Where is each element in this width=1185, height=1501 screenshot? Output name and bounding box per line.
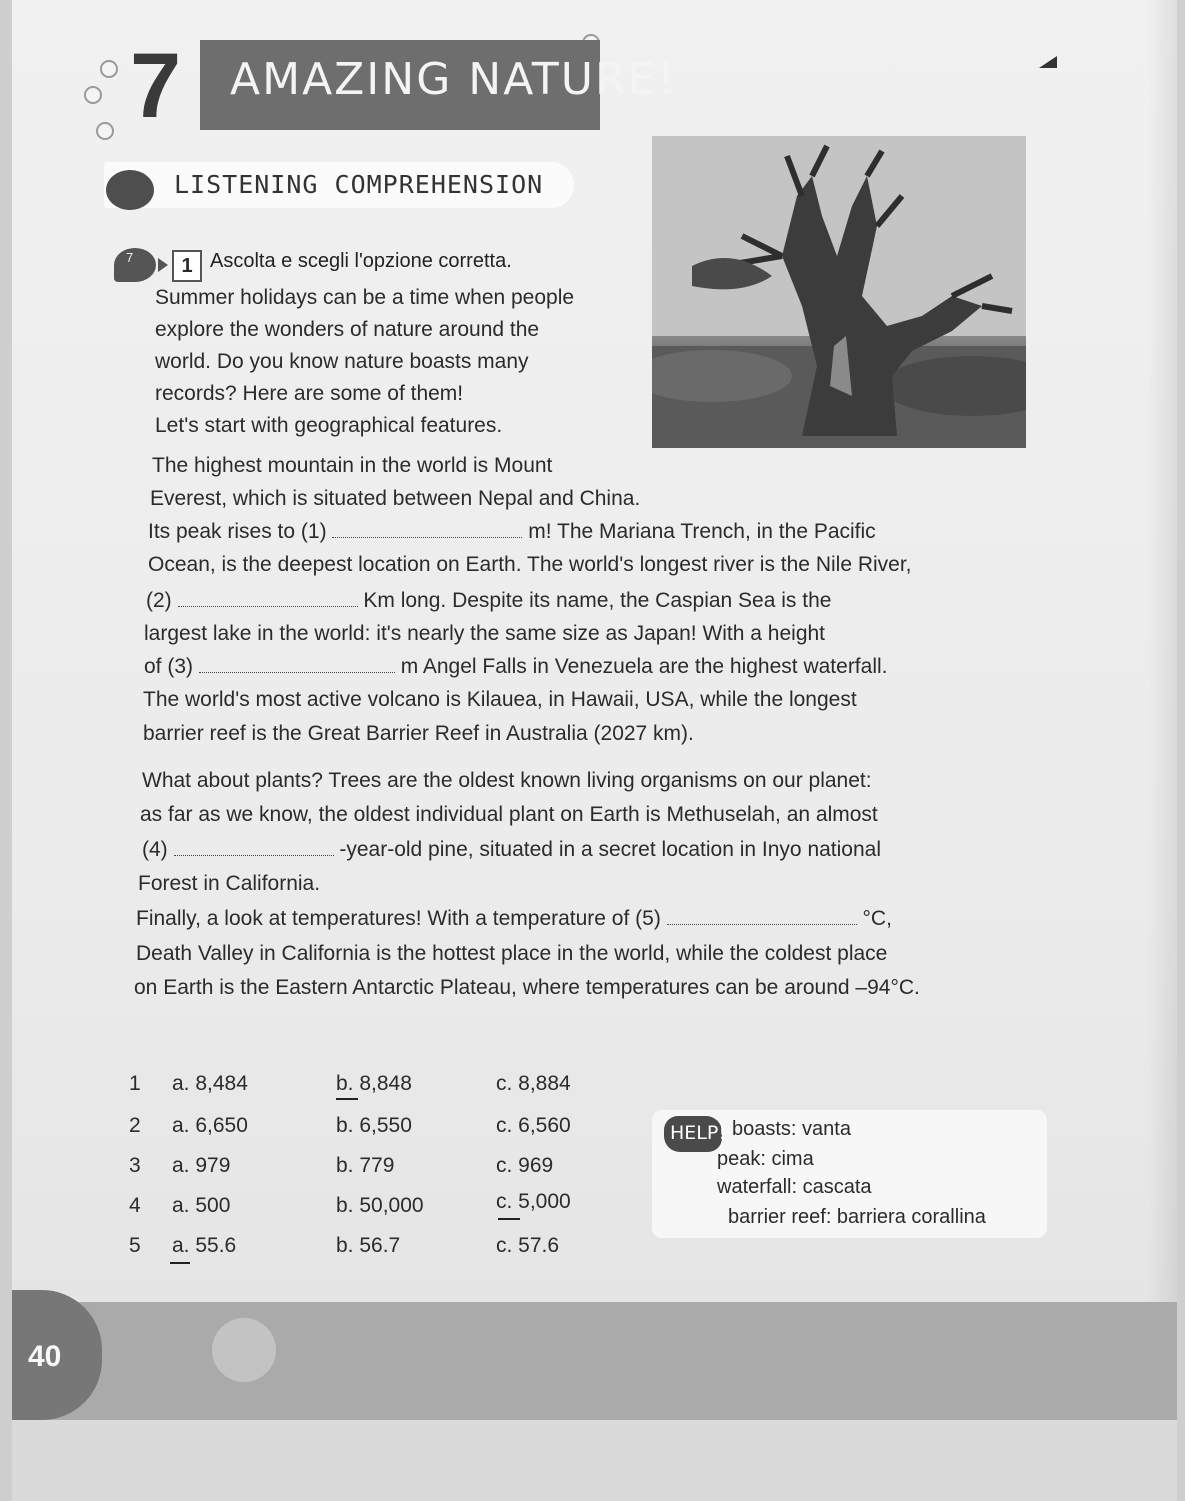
option-c[interactable]: c. 6,560 — [496, 1114, 571, 1137]
unit-number: 7 — [130, 35, 182, 137]
text-line: Death Valley in California is the hottest place in the world, while the coldest place — [136, 942, 888, 965]
help-badge-label: HELP! — [670, 1122, 726, 1144]
text-fragment: (4) — [142, 838, 168, 861]
text-fragment: Finally, a look at temperatures! With a temperature of (5) — [136, 907, 661, 930]
option-a[interactable]: a. 979 — [172, 1154, 231, 1177]
option-c[interactable]: c. 5,000 — [496, 1190, 571, 1213]
text-line: Everest, which is situated between Nepal and China. — [150, 487, 641, 510]
option-b[interactable]: b. 56.7 — [336, 1234, 401, 1257]
option-number: 5 — [129, 1234, 141, 1257]
blank-4-field[interactable] — [174, 855, 334, 856]
exercise-instruction: Ascolta e scegli l'opzione corretta. — [210, 250, 512, 272]
text-fragment: Km long. Despite its name, the Caspian Sea is the — [363, 589, 832, 612]
text-line — [136, 907, 892, 931]
option-a[interactable]: a. 6,650 — [172, 1114, 248, 1137]
section-title: LISTENING COMPREHENSION — [174, 170, 544, 199]
help-badge — [664, 1116, 726, 1152]
glossary-entry: boasts: vanta — [732, 1118, 851, 1140]
text-fragment: m Angel Falls in Venezuela are the highest waterfall. — [400, 655, 888, 678]
text-fragment: -year-old pine, situated in a secret location in Inyo national — [339, 838, 882, 861]
answer-underline — [336, 1098, 358, 1100]
audio-track-icon — [114, 248, 156, 282]
workbook-page — [12, 0, 1177, 1501]
text-line — [148, 520, 876, 544]
page-number: 40 — [28, 1340, 62, 1373]
text-line: Summer holidays can be a time when people — [155, 286, 575, 309]
option-number: 1 — [129, 1072, 141, 1095]
text-fragment: Its peak rises to (1) — [148, 520, 327, 543]
text-line: Ocean, is the deepest location on Earth. The world's longest river is the Nile River, — [148, 553, 912, 576]
table-surface — [12, 1420, 1177, 1501]
text-line: The highest mountain in the world is Mount — [152, 454, 553, 477]
blank-2-field[interactable] — [178, 606, 358, 607]
option-c[interactable]: c. 969 — [496, 1154, 554, 1177]
text-line: explore the wonders of nature around the — [155, 318, 540, 341]
option-number: 2 — [129, 1114, 141, 1137]
text-line: The world's most active volcano is Kilauea, in Hawaii, USA, while the longest — [143, 688, 857, 711]
option-number: 3 — [129, 1154, 141, 1177]
text-line: Forest in California. — [138, 872, 321, 895]
text-line: as far as we know, the oldest individual plant on Earth is Methuselah, an almost — [140, 803, 878, 826]
option-number: 4 — [129, 1194, 141, 1217]
answer-underline — [170, 1262, 190, 1264]
unit-title: AMAZING NATURE! — [230, 54, 677, 105]
play-icon — [158, 258, 168, 272]
text-line: What about plants? Trees are the oldest known living organisms on our planet: — [142, 769, 872, 792]
glossary-entry: peak: cima — [717, 1148, 814, 1170]
text-line: Let's start with geographical features. — [155, 414, 503, 437]
option-c[interactable]: c. 57.6 — [496, 1234, 560, 1257]
option-b[interactable]: b. 6,550 — [336, 1114, 412, 1137]
answer-underline — [498, 1218, 520, 1220]
text-fragment: m! The Mariana Trench, in the Pacific — [528, 520, 876, 543]
text-line — [144, 655, 888, 679]
option-c[interactable]: c. 8,884 — [496, 1072, 571, 1095]
corner-marker — [1039, 56, 1057, 68]
footer-circle-decoration — [212, 1318, 276, 1382]
option-a[interactable]: a. 8,484 — [172, 1072, 248, 1095]
track-number: 7 — [126, 250, 134, 265]
text-line — [142, 838, 881, 862]
option-b[interactable]: b. 8,848 — [336, 1072, 412, 1095]
blank-1-field[interactable] — [332, 537, 522, 538]
binder-ring — [84, 86, 102, 104]
bristlecone-pine-illustration — [652, 136, 1026, 448]
blank-5-field[interactable] — [667, 924, 857, 925]
text-fragment: of (3) — [144, 655, 194, 678]
footer-band — [12, 1302, 1177, 1420]
glossary-entry: waterfall: cascata — [717, 1176, 872, 1198]
text-line: largest lake in the world: it's nearly the same size as Japan! With a height — [144, 622, 826, 645]
text-fragment: (2) — [146, 589, 172, 612]
option-b[interactable]: b. 779 — [336, 1154, 395, 1177]
binder-ring — [100, 60, 118, 78]
tree-photo — [652, 136, 1026, 448]
page-edge-shadow — [1147, 0, 1177, 1501]
text-fragment: °C, — [862, 907, 892, 930]
text-line: world. Do you know nature boasts many — [155, 350, 529, 373]
option-a[interactable]: a. 500 — [172, 1194, 231, 1217]
blank-3-field[interactable] — [199, 672, 395, 673]
text-line — [146, 589, 831, 613]
exercise-number: 1 — [172, 250, 202, 282]
binder-ring — [96, 122, 114, 140]
text-line: on Earth is the Eastern Antarctic Plateau, where temperatures can be around –94°C. — [134, 976, 920, 999]
option-a[interactable]: a. 55.6 — [172, 1234, 237, 1257]
glossary-entry: barrier reef: barriera corallina — [728, 1206, 986, 1228]
section-circle-icon — [106, 170, 154, 210]
text-line: records? Here are some of them! — [155, 382, 464, 405]
option-b[interactable]: b. 50,000 — [336, 1194, 424, 1217]
text-line: barrier reef is the Great Barrier Reef in Australia (2027 km). — [143, 722, 694, 745]
